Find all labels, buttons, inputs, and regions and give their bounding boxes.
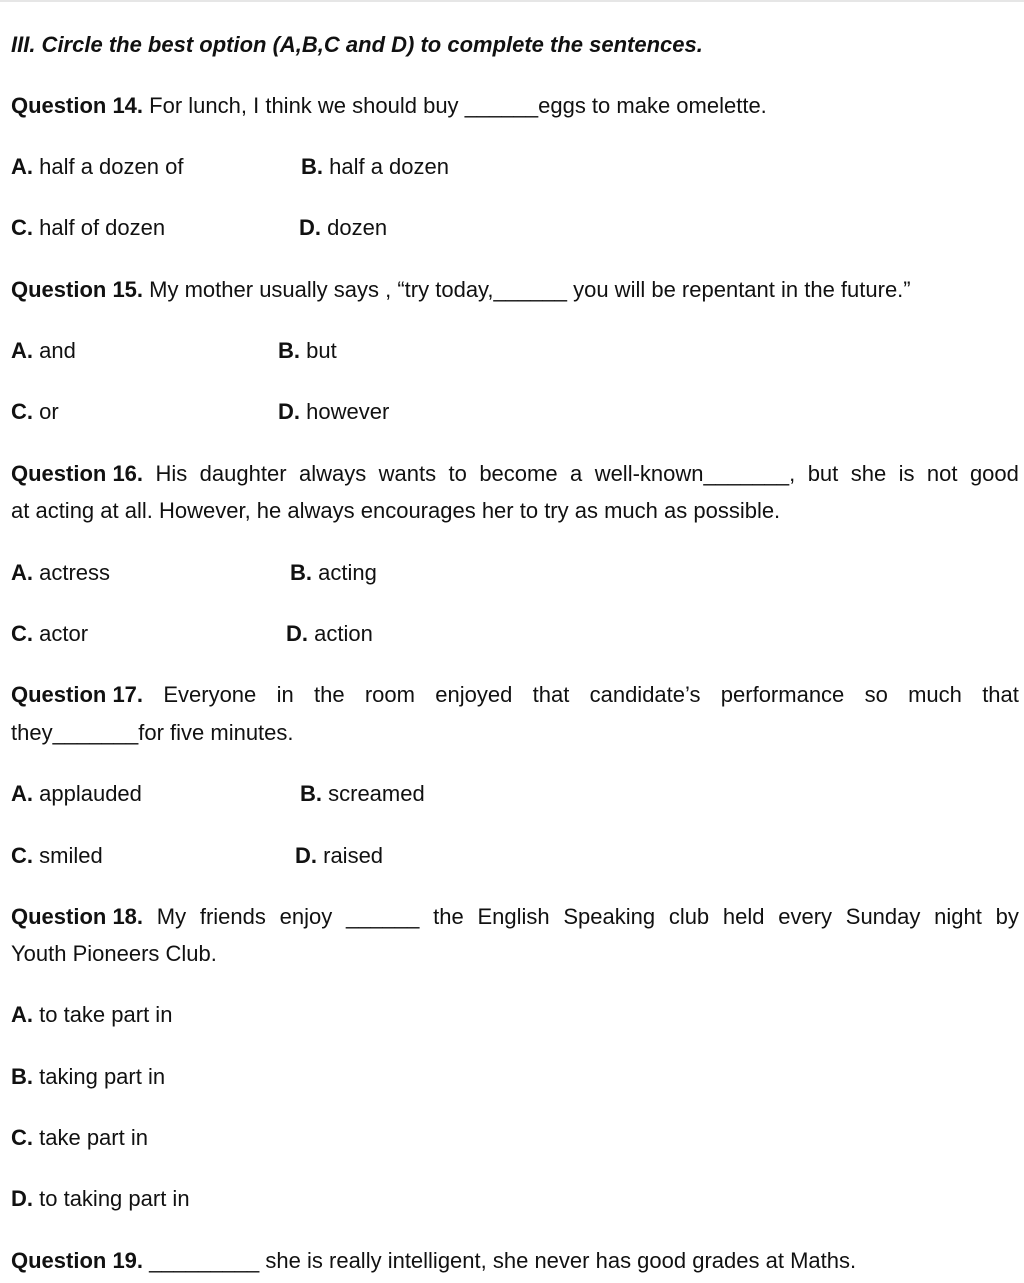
question-15 [11,276,911,304]
question-word: become [479,461,558,486]
question-word: held [722,904,765,929]
option-a[interactable] [11,153,183,181]
question-word: room [364,682,415,707]
option-c[interactable] [11,620,88,648]
answer-blank[interactable]: ______ [345,904,420,929]
option-text: actor [39,621,89,646]
question-word: every [778,904,833,929]
option-b[interactable] [290,559,377,587]
option-text: however [306,399,390,424]
question-word: well-known_______, [594,461,796,486]
option-d[interactable] [11,1185,190,1213]
question-word: enjoyed [435,682,513,707]
option-letter: B. [290,560,312,585]
option-letter: A. [11,154,33,179]
option-text: and [39,338,76,363]
question-text: For lunch, I think we should buy [149,93,459,118]
question-word: performance [720,682,845,707]
option-letter: A. [11,781,33,806]
option-letter: B. [278,338,300,363]
answer-blank[interactable]: _________ [149,1248,260,1273]
question-word: but [807,461,839,486]
question-text: you will be repentant in the future.” [573,277,911,302]
question-word: in [276,682,294,707]
question-word: a [570,461,583,486]
option-letter: D. [295,843,317,868]
question-word: enjoy [279,904,333,929]
option-letter: C. [11,621,33,646]
question-word: Speaking [563,904,656,929]
section-heading: III. Circle the best option (A,B,C and D) to complete the sentences. [11,32,703,57]
question-17-line-1 [11,681,1019,709]
option-letter: A. [11,338,33,363]
option-text: screamed [328,781,425,806]
option-text: to take part in [39,1002,173,1027]
option-letter: C. [11,215,33,240]
option-c[interactable] [11,214,165,242]
question-18-line-2: Youth Pioneers Club. [11,941,217,966]
option-a[interactable] [11,559,110,587]
answer-blank[interactable]: ______ [464,93,539,118]
option-text: action [314,621,373,646]
question-word: His [155,461,188,486]
option-a[interactable] [11,780,142,808]
question-text: she is really intelligent, she never has good grades at Maths. [265,1248,857,1273]
question-text: My mother usually says , “try today, [149,277,494,302]
option-text: smiled [39,843,103,868]
question-word: by [995,904,1019,929]
option-letter: A. [11,1002,33,1027]
question-word: Everyone [163,682,257,707]
option-text: actress [39,560,111,585]
option-b[interactable] [11,1063,165,1091]
option-b[interactable] [278,337,337,365]
question-14 [11,92,767,120]
option-letter: B. [300,781,322,806]
question-word: candidate’s [589,682,701,707]
question-word: night [934,904,982,929]
question-label: Question 17. [11,682,144,707]
option-letter: D. [299,215,321,240]
question-word: that [532,682,570,707]
option-letter: C. [11,399,33,424]
option-b[interactable] [301,153,449,181]
option-d[interactable] [295,842,383,870]
question-18-line-1 [11,903,1019,931]
option-d[interactable] [286,620,373,648]
option-letter: B. [301,154,323,179]
question-label: Question 16. [11,461,144,486]
option-text: dozen [327,215,388,240]
question-word: the [313,682,345,707]
question-label: Question 15. [11,277,144,302]
option-text: or [39,399,59,424]
question-word: not [926,461,958,486]
option-d[interactable] [299,214,387,242]
question-word: Sunday [845,904,921,929]
option-text: acting [318,560,377,585]
question-16-line-2: at acting at all. However, he always encourages her to try as much as possible. [11,498,781,523]
option-a[interactable] [11,337,76,365]
option-letter: D. [278,399,300,424]
option-b[interactable] [300,780,425,808]
question-word: English [477,904,550,929]
question-19 [11,1247,856,1275]
option-text: half a dozen [329,154,449,179]
option-c[interactable] [11,842,103,870]
question-label: Question 14. [11,93,144,118]
question-word: the [433,904,464,929]
option-c[interactable] [11,398,59,426]
question-word: is [898,461,915,486]
option-text: but [306,338,337,363]
question-word: good [969,461,1019,486]
option-a[interactable] [11,1001,172,1029]
option-text: to taking part in [39,1186,190,1211]
option-c[interactable] [11,1124,148,1152]
top-divider [0,0,1024,2]
question-word: wants [378,461,437,486]
option-text: taking part in [39,1064,166,1089]
option-letter: C. [11,1125,33,1150]
option-letter: B. [11,1064,33,1089]
question-word: that [982,682,1019,707]
question-word: My [156,904,187,929]
question-word: daughter [199,461,287,486]
question-label: Question 18. [11,904,144,929]
option-d[interactable] [278,398,389,426]
option-text: applauded [39,781,142,806]
option-letter: D. [11,1186,33,1211]
question-word: she [850,461,887,486]
option-text: half a dozen of [39,154,184,179]
question-16-line-1 [11,460,1019,488]
option-letter: A. [11,560,33,585]
option-letter: C. [11,843,33,868]
question-word: to [448,461,467,486]
question-word: friends [199,904,266,929]
question-word: always [298,461,367,486]
answer-blank[interactable]: ______ [493,277,567,302]
question-word: club [668,904,710,929]
option-text: half of dozen [39,215,166,240]
question-17-line-2: they_______for five minutes. [11,720,294,745]
question-text: eggs to make omelette. [538,93,767,118]
question-word: much [908,682,962,707]
option-text: raised [323,843,384,868]
question-label: Question 19. [11,1248,144,1273]
question-word: so [864,682,888,707]
option-text: take part in [39,1125,148,1150]
option-letter: D. [286,621,308,646]
